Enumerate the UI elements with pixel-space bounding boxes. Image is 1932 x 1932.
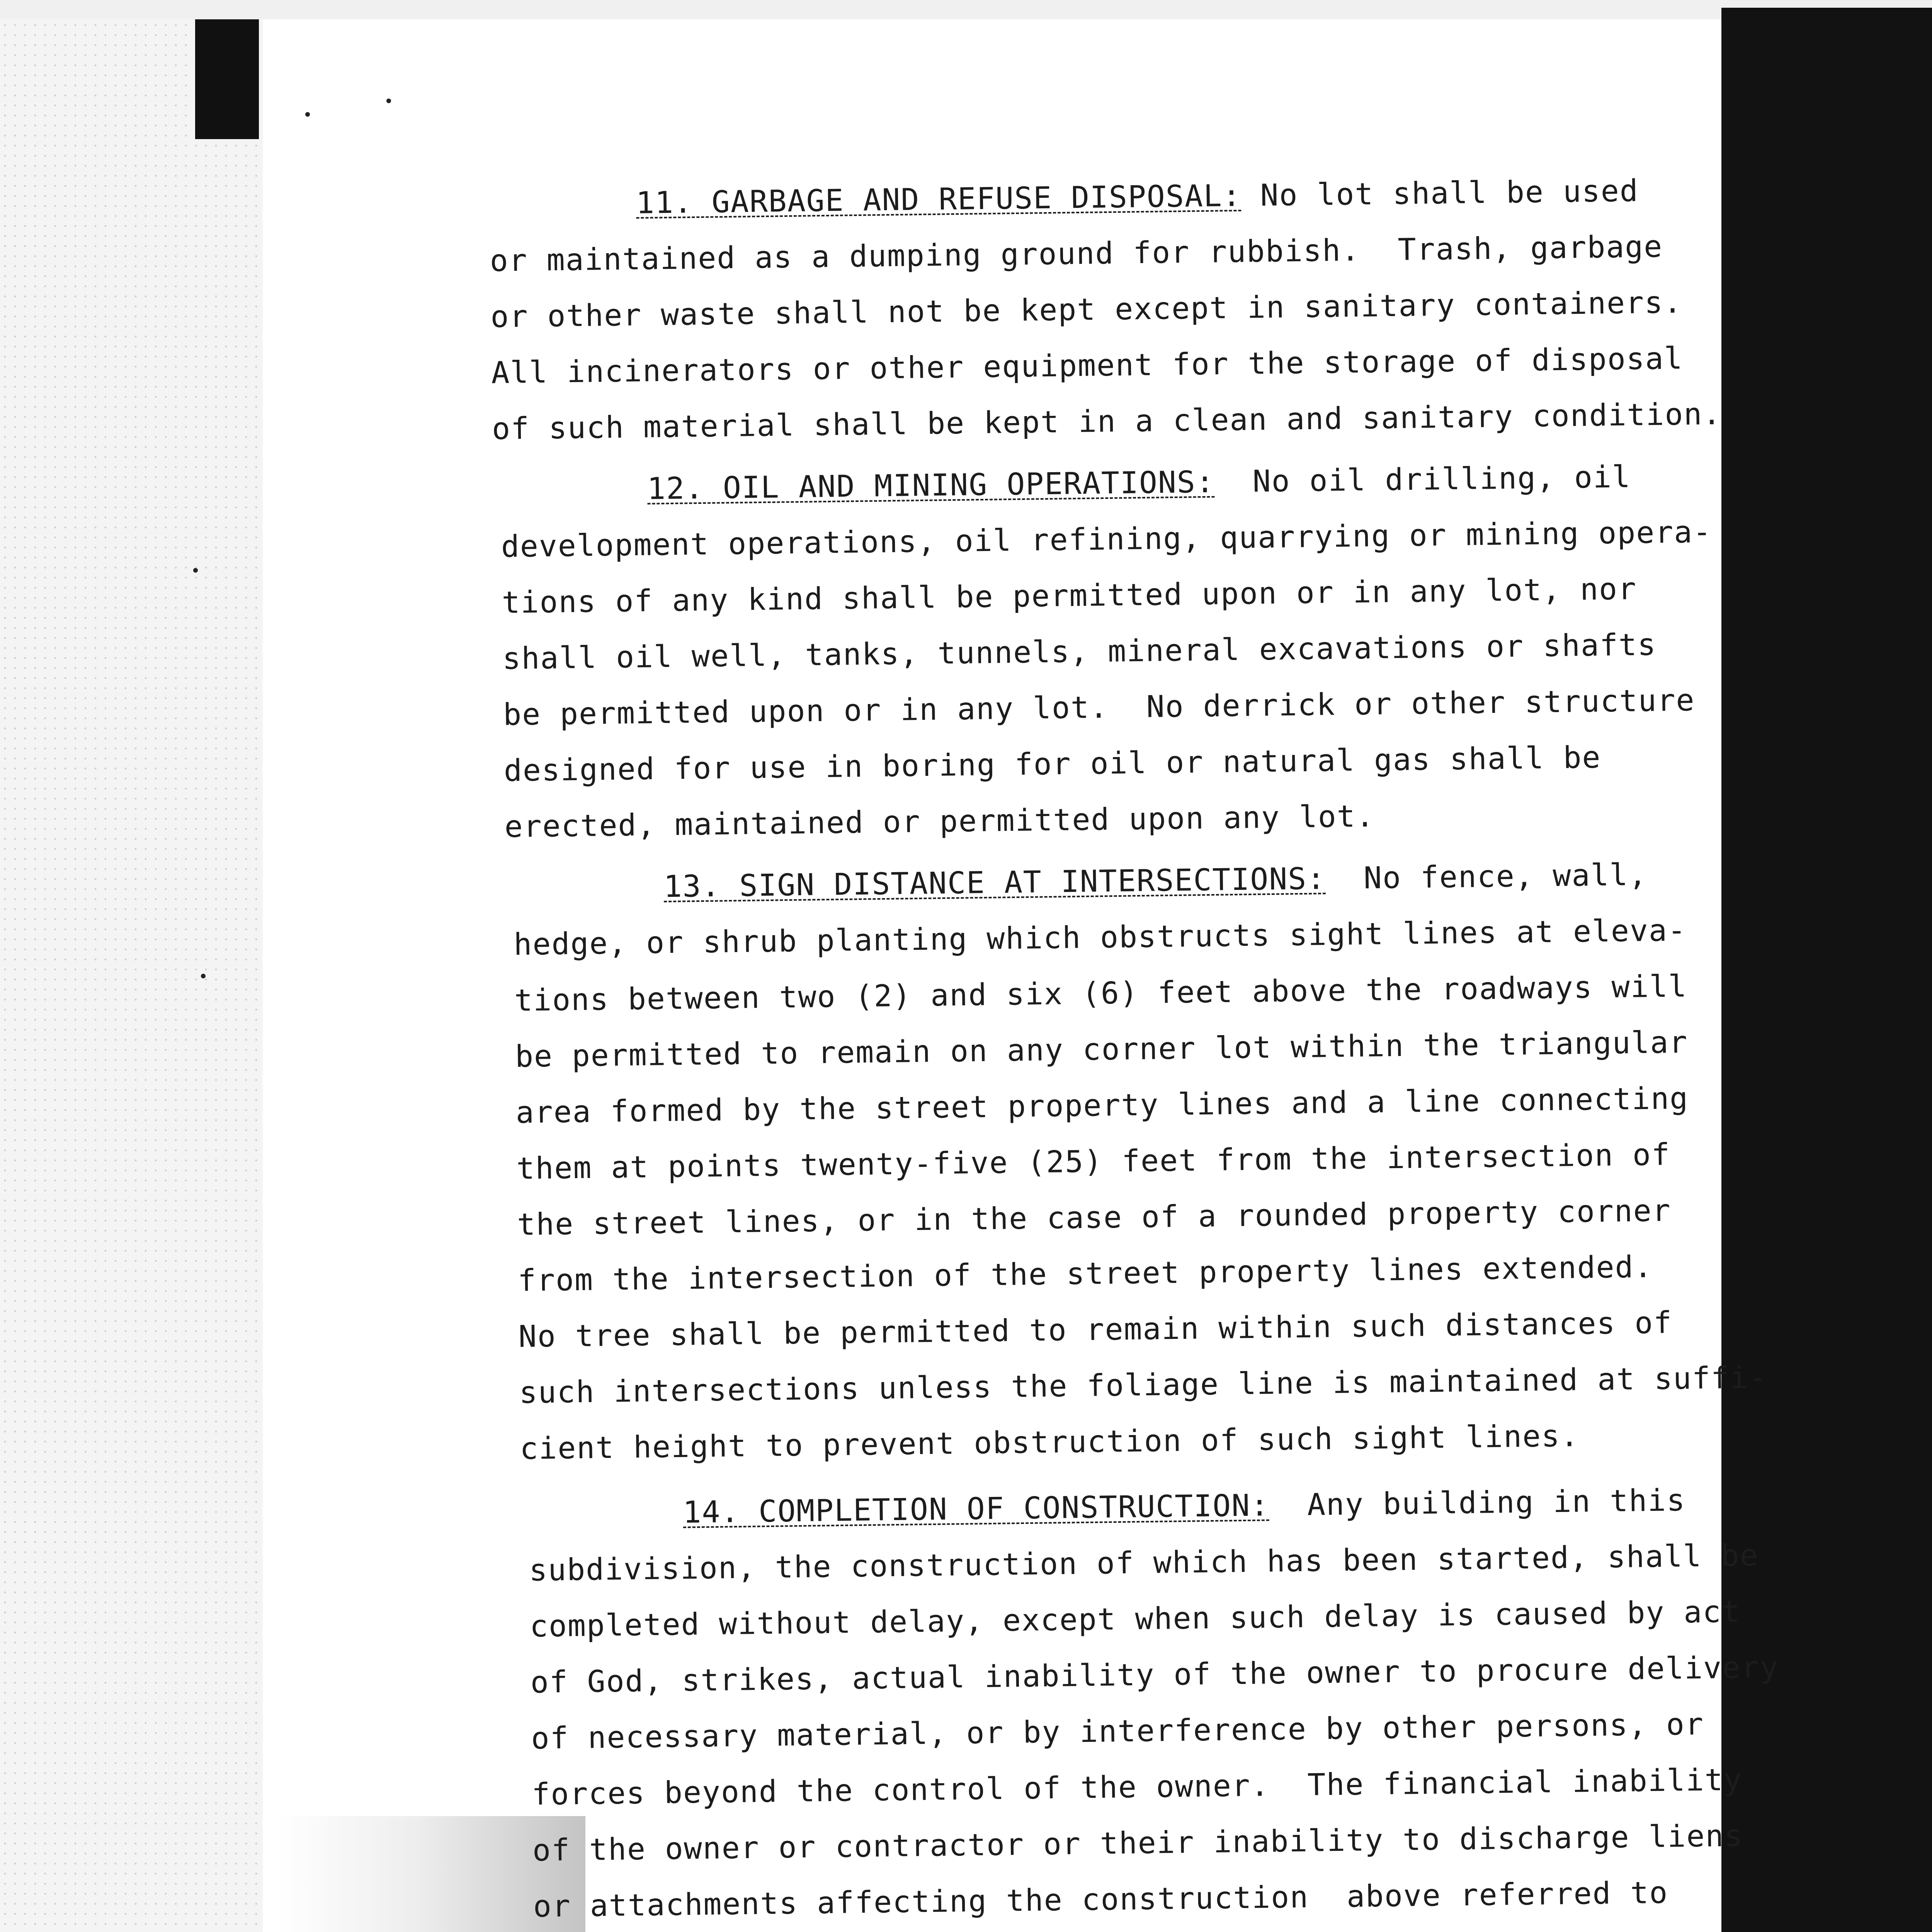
- section-14-heading: 14. COMPLETION OF CONSTRUCTION:: [682, 1488, 1270, 1530]
- section-12-heading: 12. OIL AND MINING OPERATIONS:: [647, 464, 1215, 507]
- section-14-line: of the owner or contractor or their inability to discharge liens: [532, 1818, 1743, 1868]
- section-13-line: the street lines, or in the case of a rounded property corner: [517, 1193, 1672, 1242]
- section-14-line: completed without delay, except when such delay is caused by act: [529, 1594, 1741, 1644]
- section-12-line: erected, maintained or permitted upon any lot.: [504, 799, 1375, 845]
- section-13-line: from the intersection of the street property lines extended.: [517, 1250, 1653, 1298]
- section-14-line: of God, strikes, actual inability of the owner to procure delivery: [530, 1650, 1779, 1700]
- section-11-first-line: [636, 173, 1639, 221]
- section-12-line: shall oil well, tanks, tunnels, mineral excavations or shafts: [502, 627, 1657, 677]
- section-12-line: be permitted upon or in any lot. No derrick or other structure: [503, 683, 1695, 733]
- section-14-line: or attachments affecting the construction above referred to: [533, 1875, 1668, 1924]
- section-13-line: hedge, or shrub planting which obstructs sight lines at eleva-: [513, 913, 1687, 962]
- section-13-heading: 13. SIGN DISTANCE AT INTERSECTIONS:: [663, 861, 1326, 905]
- section-14-line: subdivision, the construction of which has been started, shall be: [529, 1538, 1759, 1588]
- section-13-line: No tree shall be permitted to remain within such distances of: [518, 1305, 1673, 1354]
- section-13-line: such intersections unless the foliage line is maintained at suffi-: [519, 1360, 1768, 1410]
- section-11-line: or maintained as a dumping ground for rubbish. Trash, garbage: [490, 229, 1663, 279]
- section-12-line: tions of any kind shall be permitted upon or in any lot, nor: [502, 571, 1637, 621]
- section-12-line: designed for use in boring for oil or natural gas shall be: [503, 740, 1601, 789]
- section-11-line: No lot shall be used: [1241, 173, 1639, 213]
- section-11-line: or other waste shall not be kept except in sanitary containers.: [490, 285, 1683, 335]
- section-13-line: be permitted to remain on any corner lot within the triangular: [515, 1025, 1688, 1074]
- section-12-line: No oil drilling, oil: [1214, 459, 1631, 500]
- section-12-first-line: [647, 460, 1631, 507]
- section-13-line: No fence, wall,: [1325, 857, 1648, 896]
- section-11-heading: 11. GARBAGE AND REFUSE DISPOSAL:: [636, 178, 1242, 221]
- section-11-line: All incinerators or other equipment for the storage of disposal: [491, 341, 1684, 391]
- section-11-line: of such material shall be kept in a clean and sanitary condition.: [492, 396, 1722, 447]
- section-13-first-line: [663, 857, 1648, 904]
- section-13-line: cient height to prevent obstruction of such sight lines.: [519, 1418, 1580, 1466]
- section-13-line: area formed by the street property lines and a line connecting: [515, 1081, 1689, 1130]
- section-14-line: Any building in this: [1269, 1483, 1686, 1523]
- section-14-line: of necessary material, or by interference by other persons, or: [531, 1707, 1704, 1756]
- section-13-line: them at points twenty-five (25) feet from the intersection of: [516, 1137, 1671, 1186]
- section-14-line: forces beyond the control of the owner. The financial inability: [531, 1762, 1743, 1812]
- section-14-first-line: [683, 1483, 1686, 1530]
- section-12-line: development operations, oil refining, quarrying or mining opera-: [501, 515, 1712, 565]
- section-13-line: tions between two (2) and six (6) feet above the roadways will: [514, 969, 1688, 1018]
